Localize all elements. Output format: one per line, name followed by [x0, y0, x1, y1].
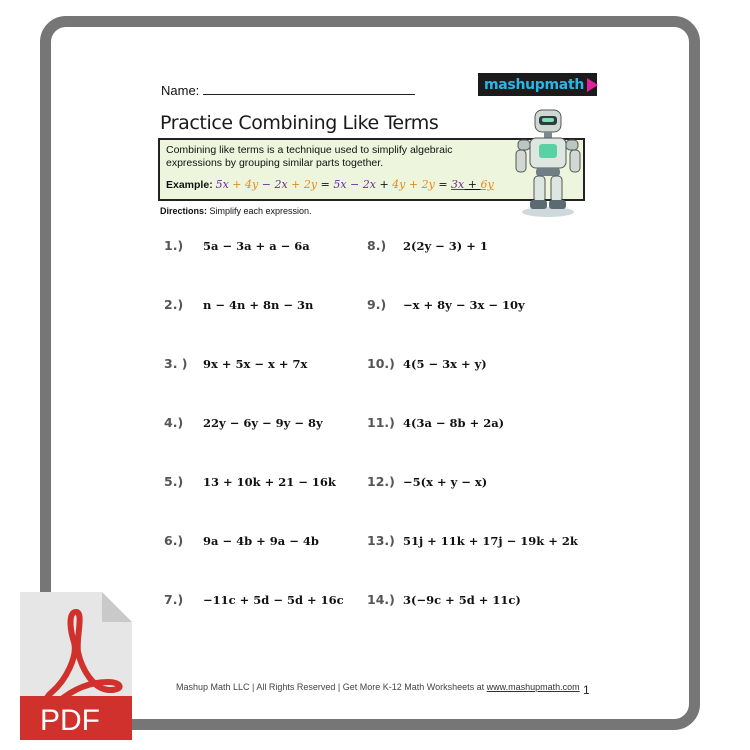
robot-illustration: [510, 106, 585, 218]
problem-expression: −x + 8y − 3x − 10y: [403, 298, 525, 312]
mashupmath-logo: [478, 73, 597, 96]
problem-number: 8.): [367, 238, 387, 253]
problem-expression: 13 + 10k + 21 − 16k: [203, 475, 336, 489]
example-term: 2x: [274, 178, 288, 191]
example-term: +: [287, 178, 304, 191]
problem-number: 4.): [164, 415, 184, 430]
example-term: 2y: [421, 178, 435, 191]
problem-expression: −11c + 5d − 5d + 16c: [203, 593, 344, 607]
page-title: Practice Combining Like Terms: [160, 112, 439, 134]
example-term: +: [464, 178, 481, 191]
problem-number: 11.): [367, 415, 395, 430]
problem-number: 14.): [367, 592, 395, 607]
problem-number: 6.): [164, 533, 184, 548]
example-term: 5x: [333, 178, 347, 191]
problem-expression: 9x + 5x − x + 7x: [203, 357, 308, 371]
example-term: 2x: [362, 178, 376, 191]
example-term: 2y: [303, 178, 318, 191]
problem-number: 10.): [367, 356, 395, 371]
example-term: =: [317, 178, 334, 191]
example-term: +: [228, 178, 246, 191]
problem-number: 3. ): [164, 356, 188, 371]
footer-text: Mashup Math LLC | All Rights Reserved | Get More K-12 Math Worksheets at: [176, 682, 487, 692]
problem-number: 5.): [164, 474, 184, 489]
problem-expression: 9a − 4b + 9a − 4b: [203, 534, 319, 548]
directions: [160, 206, 312, 216]
example-term: +: [405, 178, 422, 191]
definition-text: Combining like terms is a technique used to simplify algebraic expressions by grouping similar parts together.: [166, 144, 453, 169]
pdf-file-icon: [18, 590, 134, 742]
example-label: Example:: [166, 179, 213, 191]
problem-expression: 3(−9c + 5d + 11c): [403, 593, 521, 607]
example-term: 3x: [451, 178, 465, 191]
problem-number: 9.): [367, 297, 387, 312]
name-line[interactable]: [203, 83, 415, 95]
problem-expression: 4(3a − 8b + 2a): [403, 416, 505, 430]
problem-expression: n − 4n + 8n − 3n: [203, 298, 314, 312]
example-expression: [216, 179, 494, 191]
example-term: −: [346, 178, 363, 191]
problem-expression: 51j + 11k + 17j − 19k + 2k: [403, 534, 578, 548]
example-term: =: [434, 178, 452, 191]
problem-number: 12.): [367, 474, 395, 489]
problem-expression: 22y − 6y − 9y − 8y: [203, 416, 323, 430]
problem-number: 13.): [367, 533, 395, 548]
problem-number: 1.): [164, 238, 184, 253]
example-term: −: [258, 178, 275, 191]
problem-expression: −5(x + y − x): [403, 475, 488, 489]
problem-number: 2.): [164, 297, 184, 312]
directions-label: Directions:: [160, 206, 208, 216]
example-term: +: [375, 178, 393, 191]
name-field: [161, 83, 415, 98]
page-number: 1: [583, 683, 590, 697]
footer-link[interactable]: www.mashupmath.com: [486, 682, 580, 692]
problem-expression: 4(5 − 3x + y): [403, 357, 487, 371]
problem-number: 7.): [164, 592, 184, 607]
problem-expression: 2(2y − 3) + 1: [403, 239, 488, 253]
example-term: 5x: [215, 178, 229, 191]
name-label: Name:: [161, 83, 200, 98]
example-term: 6y: [480, 178, 494, 191]
logo-text: mashupmath: [484, 76, 585, 93]
example-term: 4y: [392, 178, 406, 191]
pdf-label: PDF: [40, 704, 100, 737]
problem-expression: 5a − 3a + a − 6a: [203, 239, 310, 253]
play-icon: [587, 78, 598, 92]
directions-text: Simplify each expression.: [207, 206, 312, 216]
example-term: 4y: [245, 178, 259, 191]
footer: [176, 682, 580, 692]
